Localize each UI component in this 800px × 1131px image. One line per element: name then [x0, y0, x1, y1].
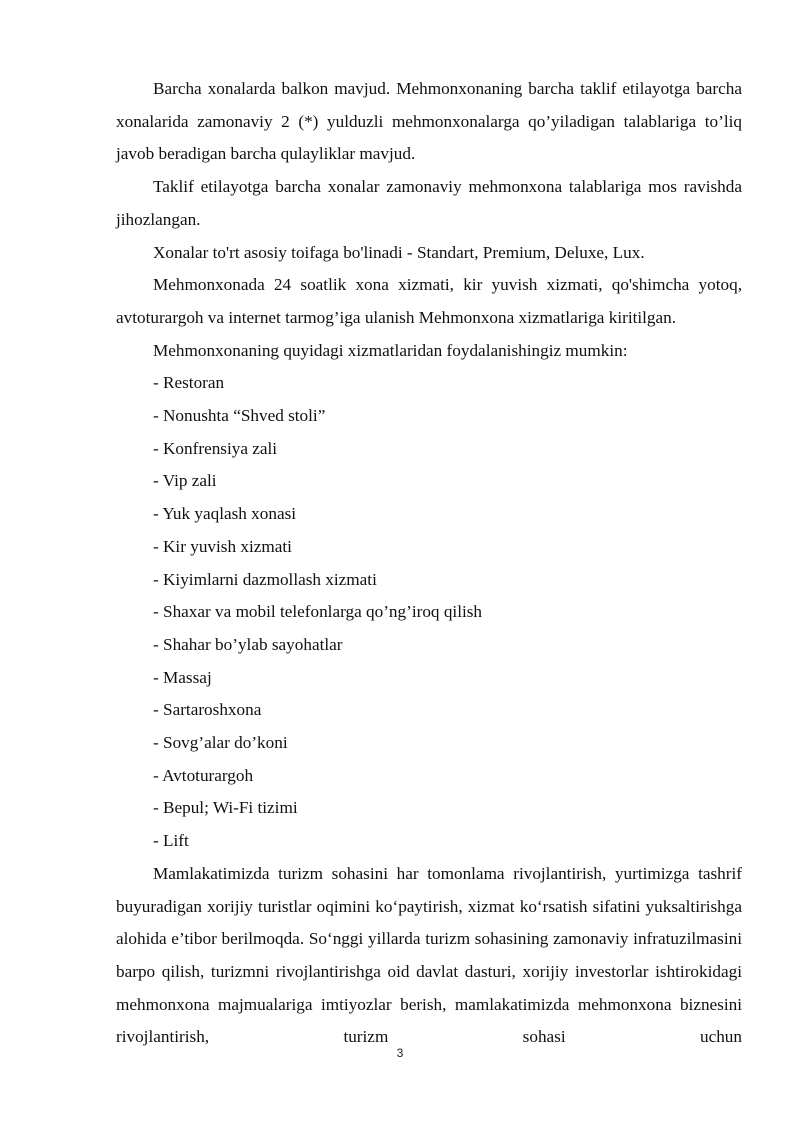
list-item: - Kiyimlarni dazmollash xizmati — [153, 569, 377, 589]
list-item: - Yuk yaqlash xonasi — [153, 504, 297, 524]
page-number: 3 — [396, 1046, 404, 1060]
list-item: - Lift — [153, 831, 189, 851]
list-item: - Sartaroshxona — [153, 700, 262, 720]
paragraph-included-services: Mehmonxonada 24 soatlik xona xizmati, kir yuvish xizmati, qo'shimcha yotoq, avtoturargoh va internet tarmog’iga ulanish Mehmonxona xizmatlariga kiritilgan. — [116, 275, 742, 327]
list-item: - Kir yuvish xizmati — [153, 536, 292, 556]
paragraph-services-intro: Mehmonxonaning quyidagi xizmatlaridan foydalanishingiz mumkin: — [153, 340, 628, 360]
list-item: - Bepul; Wi-Fi tizimi — [153, 798, 298, 818]
list-item: - Shahar bo’ylab sayohatlar — [153, 634, 343, 654]
list-item: - Shaxar va mobil telefonlarga qo’ng’iroq qilish — [153, 602, 483, 622]
list-item: - Restoran — [153, 373, 225, 393]
paragraph-room-equipment: Taklif etilayotga barcha xonalar zamonaviy mehmonxona talablariga mos ravishda jihozlangan. — [116, 177, 742, 229]
paragraph-room-categories: Xonalar to'rt asosiy toifaga bo'linadi - Standart, Premium, Deluxe, Lux. — [153, 242, 645, 262]
list-item: - Konfrensiya zali — [153, 438, 278, 458]
list-item: - Sovg’alar do’koni — [153, 733, 288, 753]
page-body — [116, 73, 742, 1054]
list-item: - Avtoturargoh — [153, 765, 254, 785]
paragraph-tourism-development: Mamlakatimizda turizm sohasini har tomonlama rivojlantirish, yurtimizga tashrif buyuradigan xorijiy turistlar oqimini ko‘paytirish, xizmat ko‘rsatish sifatini yuksaltirishga alohida e’tibor berilmoqda. So‘nggi yillarda turizm sohasining zamonaviy infratuzilmasini barpo qilish, turizmni rivojlantirishga oid davlat dasturi, xorijiy investorlar ishtirokidagi mehmonxona majmualariga imtiyozlar berish, mamlakatimizda mehmonxona biznesini rivojlantirish, turizm sohasi uchun — [116, 863, 742, 1047]
services-list — [116, 367, 742, 858]
list-item: - Nonushta “Shved stoli” — [153, 406, 326, 426]
paragraph-balcony: Barcha xonalarda balkon mavjud. Mehmonxonaning barcha taklif etilayotga barcha xonalarida zamonaviy 2 (*) yulduzli mehmonxonalarga qo’yiladigan talablariga to’liq javob beradigan barcha qulayliklar mavjud. — [116, 79, 742, 164]
list-item: - Vip zali — [153, 471, 217, 491]
list-item: - Massaj — [153, 667, 212, 687]
